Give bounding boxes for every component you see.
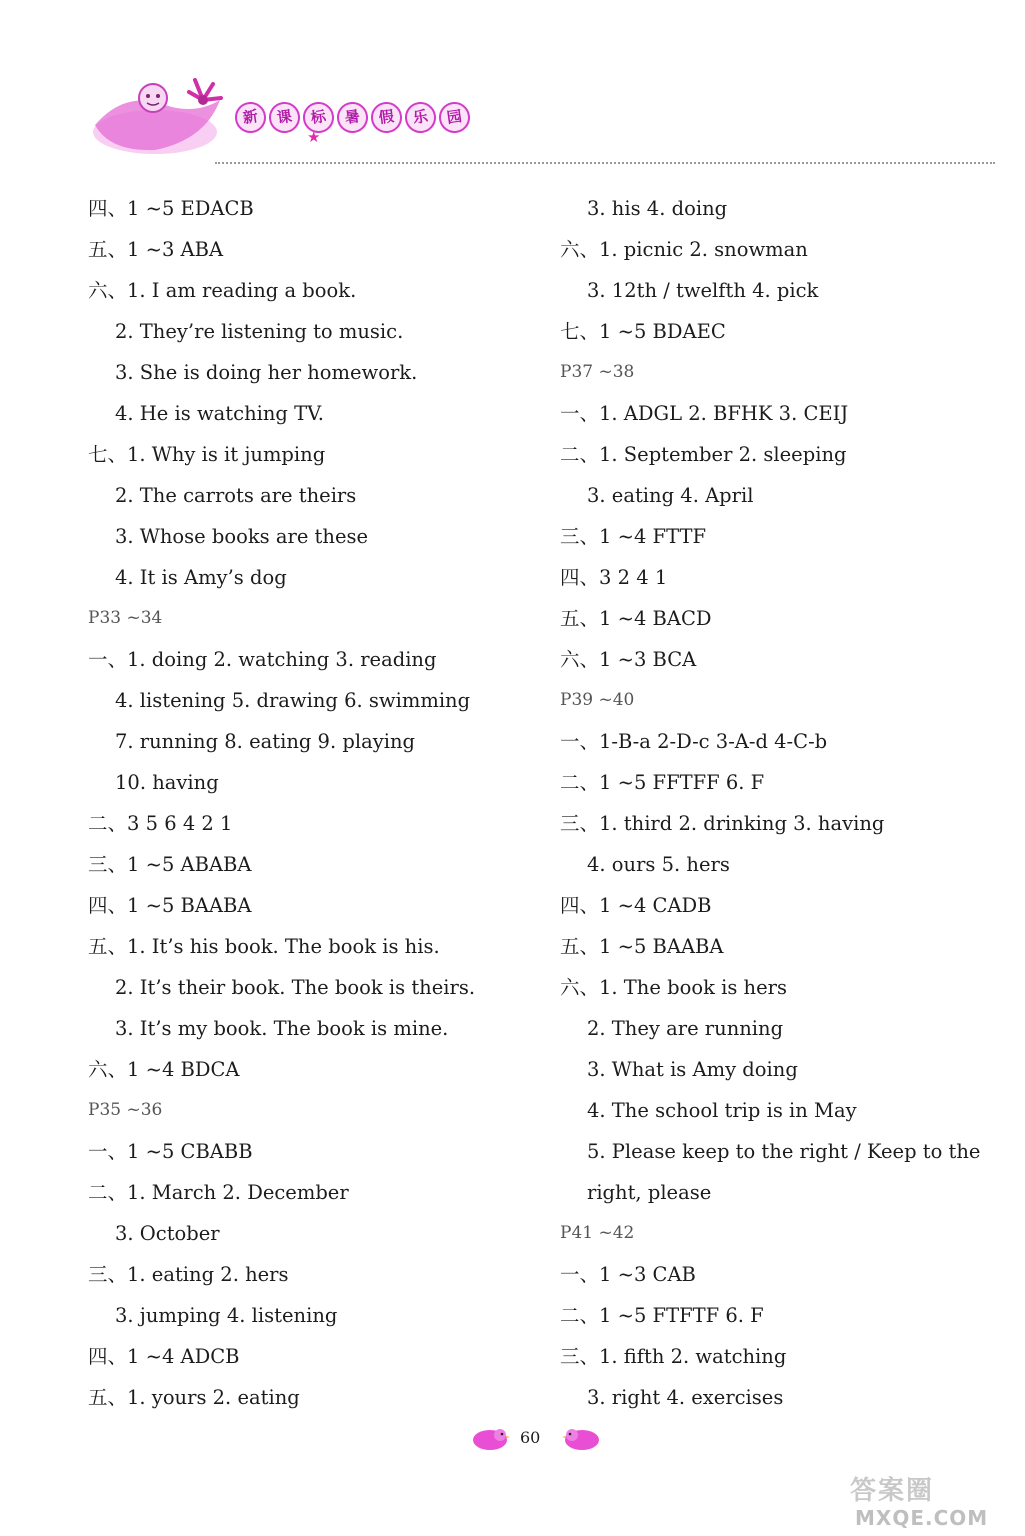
answer-line: 4. The school trip is in May (587, 1099, 857, 1122)
header-dotted-divider (215, 162, 995, 164)
answer-line: 一、1. doing 2. watching 3. reading (88, 648, 437, 671)
answer-line: 3. his 4. doing (587, 197, 728, 220)
answer-line: 六、1. The book is hers (560, 976, 787, 999)
answer-line: 五、1 ~3 ABA (88, 238, 224, 261)
section-page-range: P37 ~38 (560, 362, 635, 382)
answer-column-right (560, 188, 990, 1418)
answer-line: 3. right 4. exercises (587, 1386, 784, 1409)
answer-line: 2. It’s their book. The book is theirs. (115, 976, 476, 999)
header-banner-title (235, 102, 470, 133)
answer-line: 二、1. September 2. sleeping (560, 443, 847, 466)
answer-line: 2. They’re listening to music. (115, 320, 404, 343)
answer-line: 六、1 ~3 BCA (560, 648, 697, 671)
answer-line: 4. listening 5. drawing 6. swimming (115, 689, 471, 712)
answer-line: 五、1. It’s his book. The book is his. (88, 935, 440, 958)
watermark-site: MXQE.COM (855, 1506, 989, 1530)
answer-line: 3. 12th / twelfth 4. pick (587, 279, 819, 302)
answer-line: 七、1. Why is it jumping (88, 443, 326, 466)
right-bird-icon (562, 1424, 602, 1452)
answer-line: 7. running 8. eating 9. playing (115, 730, 416, 753)
answer-line: 三、1 ~4 FTTF (560, 525, 706, 548)
banner-char: 课 (267, 100, 302, 135)
answer-line: 3. October (115, 1222, 220, 1245)
section-page-range: P33 ~34 (88, 608, 163, 628)
left-bird-icon (470, 1424, 510, 1452)
answer-line: 二、1 ~5 FFTFF 6. F (560, 771, 765, 794)
answer-line: right, please (587, 1181, 712, 1204)
answer-line: 10. having (115, 771, 219, 794)
banner-char: 园 (437, 100, 472, 135)
page-header (85, 70, 995, 170)
answer-line: 二、3 5 6 4 2 1 (88, 812, 233, 835)
answer-line: 四、1 ~5 BAABA (88, 894, 252, 917)
answer-line: 六、1 ~4 BDCA (88, 1058, 240, 1081)
section-page-range: P39 ~40 (560, 690, 635, 710)
answer-line: 3. She is doing her homework. (115, 361, 418, 384)
answer-line: 六、1. picnic 2. snowman (560, 238, 808, 261)
answer-line: 2. They are running (587, 1017, 784, 1040)
answer-line: 五、1 ~5 BAABA (560, 935, 724, 958)
answer-line: 一、1 ~3 CAB (560, 1263, 696, 1286)
header-logo-illustration (85, 70, 235, 165)
banner-char: 标 (301, 100, 336, 135)
watermark (850, 1470, 1020, 1530)
answer-line: 3. eating 4. April (587, 484, 754, 507)
answer-column-left (88, 188, 518, 1418)
answer-line: 六、1. I am reading a book. (88, 279, 357, 302)
answer-line: 四、1 ~4 ADCB (88, 1345, 240, 1368)
answer-line: 4. It is Amy’s dog (115, 566, 287, 589)
answer-line: 3. It’s my book. The book is mine. (115, 1017, 449, 1040)
answer-line: 3. jumping 4. listening (115, 1304, 338, 1327)
answer-line: 5. Please keep to the right / Keep to the (587, 1140, 981, 1163)
answer-line: 五、1 ~4 BACD (560, 607, 712, 630)
answer-line: 4. He is watching TV. (115, 402, 324, 425)
answer-line: 四、1 ~5 EDACB (88, 197, 254, 220)
answer-line: 四、3 2 4 1 (560, 566, 668, 589)
answer-line: 三、1. fifth 2. watching (560, 1345, 787, 1368)
watermark-logo: 答案圈 (850, 1476, 935, 1506)
page-number: 60 (520, 1428, 541, 1447)
answer-line: 三、1 ~5 ABABA (88, 853, 252, 876)
section-page-range: P41 ~42 (560, 1223, 635, 1243)
star-icon: ★ (307, 128, 321, 146)
answer-line: 三、1. third 2. drinking 3. having (560, 812, 885, 835)
answer-line: 2. The carrots are theirs (115, 484, 357, 507)
answer-line: 3. What is Amy doing (587, 1058, 798, 1081)
answer-line: 一、1-B-a 2-D-c 3-A-d 4-C-b (560, 730, 828, 753)
answer-line: 二、1. March 2. December (88, 1181, 349, 1204)
section-page-range: P35 ~36 (88, 1100, 163, 1120)
page-footer (470, 1420, 610, 1460)
banner-char: 暑 (335, 100, 370, 135)
answer-line: 五、1. yours 2. eating (88, 1386, 300, 1409)
banner-char: 新 (233, 100, 268, 135)
answer-line: 一、1. ADGL 2. BFHK 3. CEIJ (560, 402, 849, 425)
answer-line: 三、1. eating 2. hers (88, 1263, 289, 1286)
answer-line: 四、1 ~4 CADB (560, 894, 712, 917)
banner-char: 假 (369, 100, 404, 135)
banner-char: 乐 (403, 100, 438, 135)
answer-line: 七、1 ~5 BDAEC (560, 320, 726, 343)
answer-line: 一、1 ~5 CBABB (88, 1140, 253, 1163)
answer-line: 4. ours 5. hers (587, 853, 730, 876)
answer-line: 二、1 ~5 FTFTF 6. F (560, 1304, 764, 1327)
answer-line: 3. Whose books are these (115, 525, 369, 548)
